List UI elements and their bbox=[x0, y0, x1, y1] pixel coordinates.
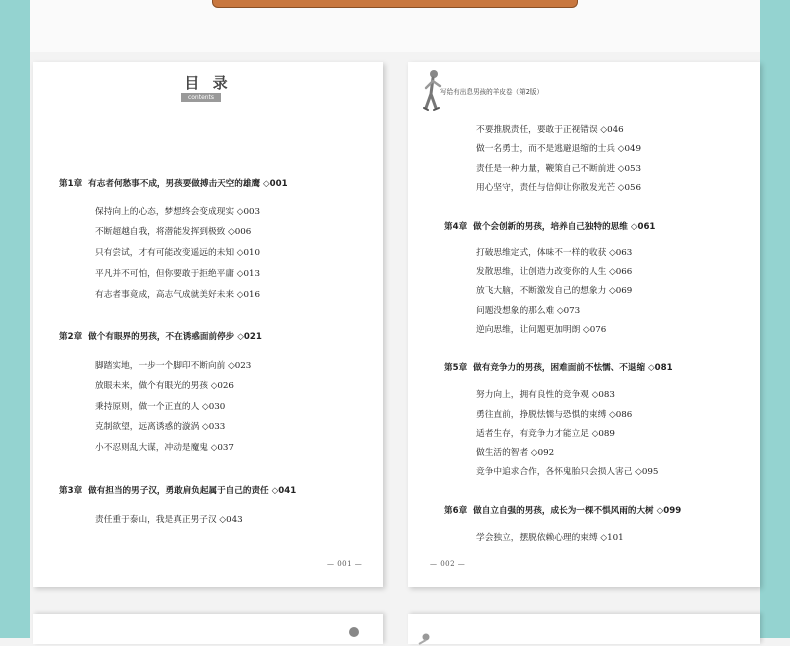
toc-item[interactable]: 只有尝试，才有可能改变遥远的未知 ◇010 bbox=[95, 248, 261, 258]
toc-item[interactable]: 竞争中追求合作，各怀鬼胎只会损人害己 ◇095 bbox=[476, 467, 659, 477]
toc-item[interactable]: 不断超越自我，将潜能发挥到极致 ◇006 bbox=[95, 227, 252, 237]
book-header: 写给有出息男孩的羊皮卷（第2版） bbox=[440, 88, 544, 96]
chapter-title: 做个有眼界的男孩，不在诱惑面前停步 ◇021 bbox=[88, 332, 262, 342]
chapter-heading[interactable] bbox=[59, 177, 288, 189]
page-number: — 001 — bbox=[327, 560, 363, 568]
toc-item[interactable]: 做生活的智者 ◇092 bbox=[476, 448, 555, 458]
toc-item[interactable]: 学会独立，摆脱依赖心理的束缚 ◇101 bbox=[476, 533, 624, 543]
toc-item[interactable]: 打破思维定式，体味不一样的收获 ◇063 bbox=[476, 248, 633, 258]
next-page-right-edge bbox=[408, 614, 760, 644]
toc-item[interactable]: 用心坚守，责任与信仰让你散发光芒 ◇056 bbox=[476, 183, 642, 193]
chapter-title: 做自立自强的男孩，成长为一棵不惧风雨的大树 ◇099 bbox=[473, 506, 682, 516]
toc-page-right bbox=[408, 62, 760, 587]
toc-item[interactable]: 逆向思维，让问题更加明朗 ◇076 bbox=[476, 325, 607, 335]
toc-item[interactable]: 克制欲望，远离诱惑的漩涡 ◇033 bbox=[95, 422, 226, 432]
toc-item[interactable]: 问题没想象的那么难 ◇073 bbox=[476, 306, 581, 316]
chapter-heading[interactable] bbox=[444, 220, 655, 232]
toc-item[interactable]: 责任是一种力量，鞭策自己不断前进 ◇053 bbox=[476, 164, 642, 174]
chapter-number: 第3章 bbox=[59, 486, 83, 496]
chapter-heading[interactable] bbox=[444, 361, 673, 373]
right-background-band bbox=[760, 0, 790, 638]
chapter-title: 做有竞争力的男孩，困难面前不怯懦、不退缩 ◇081 bbox=[473, 363, 673, 373]
toc-item[interactable]: 平凡并不可怕，但你要敢于拒绝平庸 ◇013 bbox=[95, 269, 261, 279]
toc-page-left bbox=[33, 62, 383, 587]
toc-title: 目 录 bbox=[184, 74, 232, 92]
chapter-heading[interactable] bbox=[59, 330, 262, 342]
page-number: — 002 — bbox=[430, 560, 466, 568]
toc-item[interactable]: 有志者事竟成，高志气成就美好未来 ◇016 bbox=[95, 290, 261, 300]
toc-item[interactable]: 小不忍则乱大谋，冲动是魔鬼 ◇037 bbox=[95, 443, 234, 453]
small-figure-icon bbox=[347, 626, 361, 644]
chapter-number: 第5章 bbox=[444, 363, 468, 373]
toc-item[interactable]: 秉持原则，做一个正直的人 ◇030 bbox=[95, 402, 226, 412]
toc-item[interactable]: 努力向上，拥有良性的竞争观 ◇083 bbox=[476, 390, 615, 400]
left-background-band bbox=[0, 0, 30, 638]
chapter-heading[interactable] bbox=[444, 504, 681, 516]
toc-item[interactable]: 做一名勇士，而不是逃避退缩的士兵 ◇049 bbox=[476, 144, 642, 154]
chapter-title: 有志者何愁事不成，男孩要做搏击天空的雄鹰 ◇001 bbox=[88, 179, 288, 189]
chapter-number: 第1章 bbox=[59, 179, 83, 189]
chapter-number: 第4章 bbox=[444, 222, 468, 232]
small-figure-icon bbox=[416, 632, 432, 646]
toc-item[interactable]: 放飞大脑，不断激发自己的想象力 ◇069 bbox=[476, 286, 633, 296]
chapter-title: 做有担当的男子汉，勇敢肩负起属于自己的责任 ◇041 bbox=[88, 486, 297, 496]
top-banner-edge bbox=[212, 0, 578, 8]
chapter-number: 第2章 bbox=[59, 332, 83, 342]
toc-item[interactable]: 勇往直前，挣脱怯懦与恐惧的束缚 ◇086 bbox=[476, 410, 633, 420]
chapter-heading[interactable] bbox=[59, 484, 296, 496]
chapter-title: 做个会创新的男孩，培养自己独特的思维 ◇061 bbox=[473, 222, 656, 232]
toc-item[interactable]: 不要推脱责任，要敢于正视错误 ◇046 bbox=[476, 125, 624, 135]
toc-item[interactable]: 适者生存，有竞争力才能立足 ◇089 bbox=[476, 429, 615, 439]
toc-item[interactable]: 发散思维，让创造力改变你的人生 ◇066 bbox=[476, 267, 633, 277]
toc-subtitle: contents bbox=[181, 93, 221, 102]
chapter-number: 第6章 bbox=[444, 506, 468, 516]
next-page-left-edge bbox=[33, 614, 383, 644]
toc-item[interactable]: 责任重于泰山，我是真正男子汉 ◇043 bbox=[95, 515, 243, 525]
toc-item[interactable]: 放眼未来，做个有眼光的男孩 ◇026 bbox=[95, 381, 234, 391]
toc-item[interactable]: 保持向上的心态，梦想终会变成现实 ◇003 bbox=[95, 207, 261, 217]
toc-item[interactable]: 脚踏实地，一步一个脚印不断向前 ◇023 bbox=[95, 361, 252, 371]
